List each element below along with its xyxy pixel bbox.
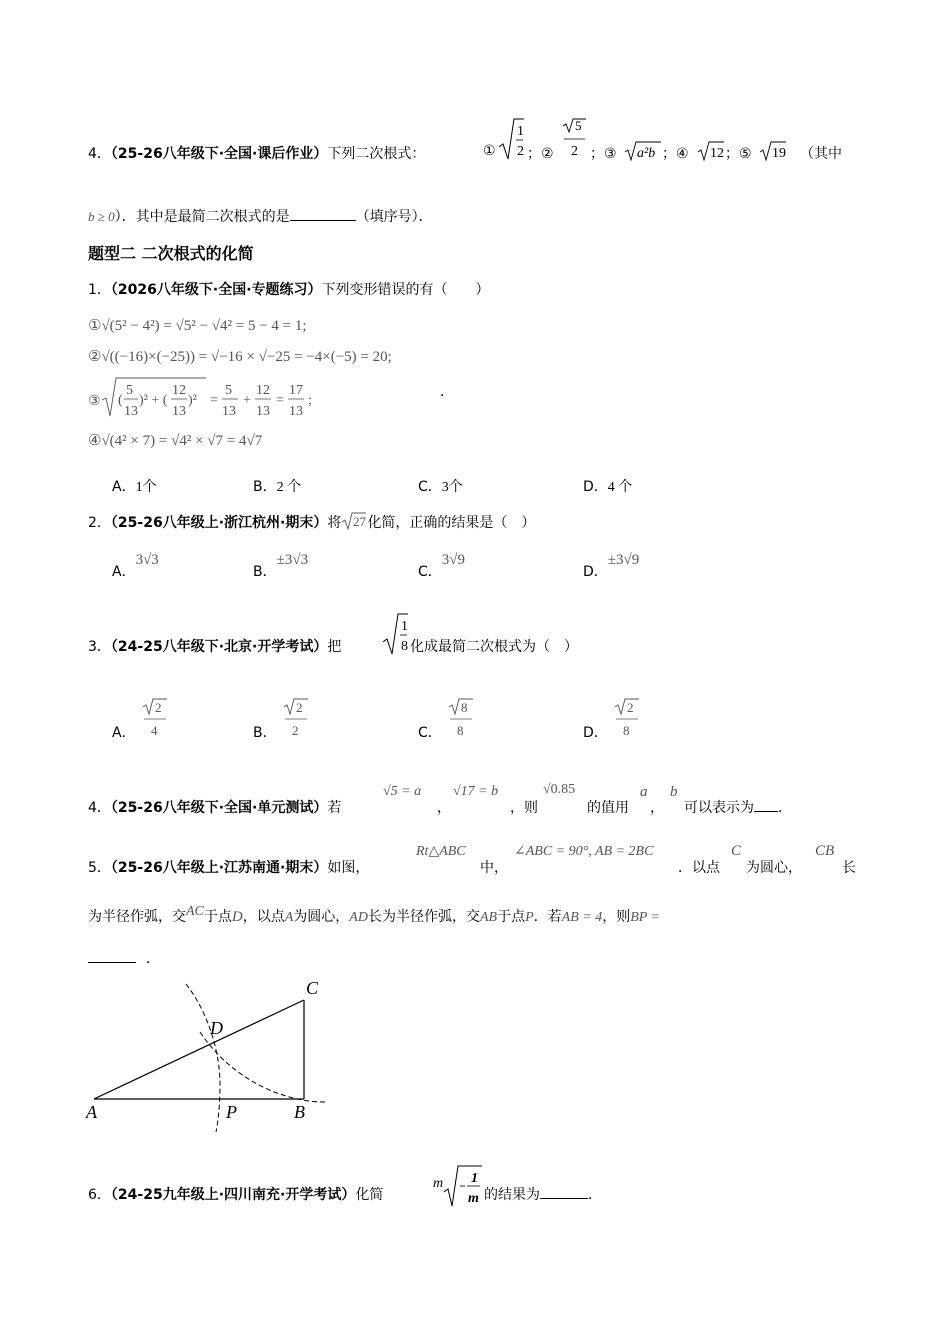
q1-option-c[interactable]: C．3个 xyxy=(418,479,463,495)
var-b: b xyxy=(670,784,678,800)
section-title: 题型二 二次根式的化简 xyxy=(88,244,254,263)
question-pre: 将 xyxy=(327,515,342,531)
svg-text:12: 12 xyxy=(172,383,186,398)
question-source: （25-26八年级上·江苏南通·期末） xyxy=(110,860,328,876)
q3-option-a[interactable]: A． 2 4 xyxy=(112,697,169,739)
item-marker-1: ① xyxy=(483,143,496,159)
question-4-top xyxy=(88,143,425,163)
question-4 xyxy=(88,797,341,817)
svg-text:2: 2 xyxy=(295,700,303,715)
question-number: 1． xyxy=(88,282,111,298)
question-5-line3: ． xyxy=(88,948,160,968)
svg-text:8: 8 xyxy=(460,700,468,715)
label-c: C xyxy=(306,978,319,998)
svg-text:13: 13 xyxy=(256,404,270,419)
item-marker-2: ；② xyxy=(527,146,554,162)
question-2 xyxy=(88,512,535,532)
label-a: A xyxy=(86,1102,97,1122)
condition: ∠ABC = 90°, AB = 2BC xyxy=(514,844,654,859)
answer-blank xyxy=(290,206,356,221)
stray-dot: ． xyxy=(440,384,454,400)
q3-option-c[interactable]: C． 8 8 xyxy=(418,697,475,739)
side-ac xyxy=(94,1000,304,1099)
answer-blank xyxy=(754,797,778,812)
question-text: 下列二次根式： xyxy=(327,146,426,162)
equation-2: ②√((−16)×(−25)) = √−16 × √−25 = −4×(−5) = 20; xyxy=(88,349,392,365)
note-open: （其中 xyxy=(800,146,842,162)
question-6-tail: 的结果为 ． xyxy=(484,1184,602,1204)
question-text: 下列变形错误的有（ ） xyxy=(321,282,490,298)
radical-27 xyxy=(341,512,367,530)
svg-text:1: 1 xyxy=(471,1171,478,1186)
q3-option-b[interactable]: B． 2 2 xyxy=(253,697,310,739)
p2: 为圆心， xyxy=(746,860,802,876)
question-pre: 若 xyxy=(327,800,342,816)
svg-text:8: 8 xyxy=(401,639,408,654)
svg-text:8: 8 xyxy=(622,723,630,738)
svg-text:13: 13 xyxy=(124,404,138,419)
radical-12 xyxy=(697,140,725,164)
q2-option-c[interactable]: C．3√9 xyxy=(418,552,466,580)
svg-text:2: 2 xyxy=(626,700,634,715)
line2-tail: （填序号）． xyxy=(355,209,433,225)
svg-text:4: 4 xyxy=(150,723,158,738)
var-a: a xyxy=(640,784,648,800)
label-p: P xyxy=(226,1102,237,1122)
option-fraction xyxy=(447,697,475,739)
answer-blank xyxy=(540,1184,588,1199)
equation-1: ①√(5² − 4²) = √5² − √4² = 5 − 4 = 1; xyxy=(88,318,307,334)
point-c: C xyxy=(731,843,742,859)
svg-text:13: 13 xyxy=(289,404,303,419)
svg-text:12: 12 xyxy=(256,383,270,398)
svg-text:5: 5 xyxy=(575,118,582,133)
line2-text: ）．其中是最简二次根式的是 xyxy=(114,209,290,225)
then: ，则 xyxy=(510,800,538,816)
question-number: 6． xyxy=(88,1187,111,1203)
question-source: （24-25八年级下·北京·开学考试） xyxy=(110,639,328,655)
item-marker-3: ；③ xyxy=(590,146,617,162)
question-6 xyxy=(88,1184,383,1204)
frac-num: 1 xyxy=(517,124,524,139)
item-marker-5: ；⑤ xyxy=(725,146,752,162)
condition: b ≥ 0 xyxy=(88,209,115,224)
svg-text:a²b: a²b xyxy=(637,146,656,161)
svg-text:+: + xyxy=(243,393,251,408)
question-4-line2 xyxy=(88,206,433,226)
svg-text:;: ; xyxy=(308,393,312,408)
question-1 xyxy=(88,279,490,299)
q4-text: 的值用 xyxy=(587,800,629,816)
svg-text:2: 2 xyxy=(291,723,299,738)
seg-cb: CB xyxy=(815,843,835,859)
svg-text:(: ( xyxy=(118,393,123,408)
question-source: （25-26八年级上·浙江杭州·期末） xyxy=(110,515,328,531)
question-source: （2026八年级下·全国·专题练习） xyxy=(110,282,322,298)
svg-text:27: 27 xyxy=(353,514,367,529)
option-fraction xyxy=(282,697,310,739)
svg-text:)² + (: )² + ( xyxy=(139,393,168,408)
question-text: 化简，正确的结果是（ ） xyxy=(367,515,536,531)
p3: 长 xyxy=(842,860,856,876)
radical-sqrt-one-eighth xyxy=(381,612,409,658)
svg-text:13: 13 xyxy=(222,404,236,419)
q1-option-b[interactable]: B．2 个 xyxy=(253,479,302,495)
question-3-text: 化成最简二次根式为（ ） xyxy=(410,639,578,655)
radical-sqrt-half xyxy=(497,117,525,163)
question-number: 2． xyxy=(88,515,111,531)
radical-19 xyxy=(759,140,787,164)
radical-a2b xyxy=(624,140,662,164)
question-number: 4． xyxy=(88,146,111,162)
frac-den: 2 xyxy=(517,144,524,159)
svg-text:m: m xyxy=(433,1176,444,1191)
equation-3 xyxy=(88,374,328,424)
answer-blank xyxy=(88,948,136,963)
svg-text:=: = xyxy=(276,393,284,408)
geometry-figure xyxy=(80,972,340,1134)
svg-text:③: ③ xyxy=(88,394,101,409)
svg-text:)²: )² xyxy=(188,393,197,408)
rt-triangle: Rt△ABC xyxy=(416,844,466,859)
question-5-line2: 为半径作弧，交AC于点D，以点A为圆心，AD长为半径作弧，交AB于点P．若AB = 4，则BP = xyxy=(88,904,661,925)
expr-sqrt5-a: √5 = a xyxy=(383,784,422,799)
option-fraction xyxy=(141,697,169,739)
q3-option-d[interactable]: D． 2 8 xyxy=(583,697,641,739)
zhong: 中， xyxy=(480,860,508,876)
question-3 xyxy=(88,636,341,656)
expr-m-sqrt-neg-one-over-m xyxy=(432,1164,484,1210)
svg-text:5: 5 xyxy=(126,383,133,398)
svg-text:5: 5 xyxy=(225,383,232,398)
question-number: 4． xyxy=(88,800,111,816)
question-pre: 化简 xyxy=(355,1187,384,1203)
q2-option-a[interactable]: A．3√3 xyxy=(112,552,159,580)
q2-option-b[interactable]: B．±3√3 xyxy=(253,552,309,580)
question-pre: 把 xyxy=(327,639,342,655)
q2-option-d[interactable]: D．±3√9 xyxy=(583,552,640,580)
question-source: （24-25九年级上·四川南充·开学考试） xyxy=(110,1187,356,1203)
q1-option-d[interactable]: D．4 个 xyxy=(583,479,633,495)
svg-text:=: = xyxy=(210,393,218,408)
q4-tail: 可以表示为 ． xyxy=(684,797,792,817)
frac-sqrt5-over-2 xyxy=(562,117,588,163)
equation-4: ④√(4² × 7) = √4² × √7 = 4√7 xyxy=(88,433,263,449)
arc-center-a xyxy=(186,984,220,1132)
q1-option-a[interactable]: A．1个 xyxy=(112,479,157,495)
svg-text:13: 13 xyxy=(172,404,186,419)
svg-text:12: 12 xyxy=(710,146,724,161)
expr-sqrt17-b: √17 = b xyxy=(453,784,499,799)
comma: ， xyxy=(437,800,451,816)
question-number: 5． xyxy=(88,860,111,876)
question-5 xyxy=(88,857,369,877)
item-marker-4: ；④ xyxy=(662,146,689,162)
label-d: D xyxy=(210,1018,223,1038)
svg-text:19: 19 xyxy=(772,146,786,161)
question-source: （25-26八年级下·全国·单元测试） xyxy=(110,800,328,816)
svg-text:1: 1 xyxy=(401,619,408,634)
option-fraction xyxy=(613,697,641,739)
question-number: 3． xyxy=(88,639,111,655)
expr-sqrt085: √0.85 xyxy=(543,782,576,797)
svg-text:8: 8 xyxy=(456,723,464,738)
svg-text:17: 17 xyxy=(289,383,303,398)
question-source: （25-26八年级下·全国·课后作业） xyxy=(110,146,328,162)
svg-text:m: m xyxy=(468,1191,479,1206)
label-b: B xyxy=(294,1102,305,1122)
svg-text:2: 2 xyxy=(571,144,578,159)
p1: ．以点 xyxy=(678,860,720,876)
svg-text:2: 2 xyxy=(154,700,162,715)
question-pre: 如图， xyxy=(327,860,370,876)
